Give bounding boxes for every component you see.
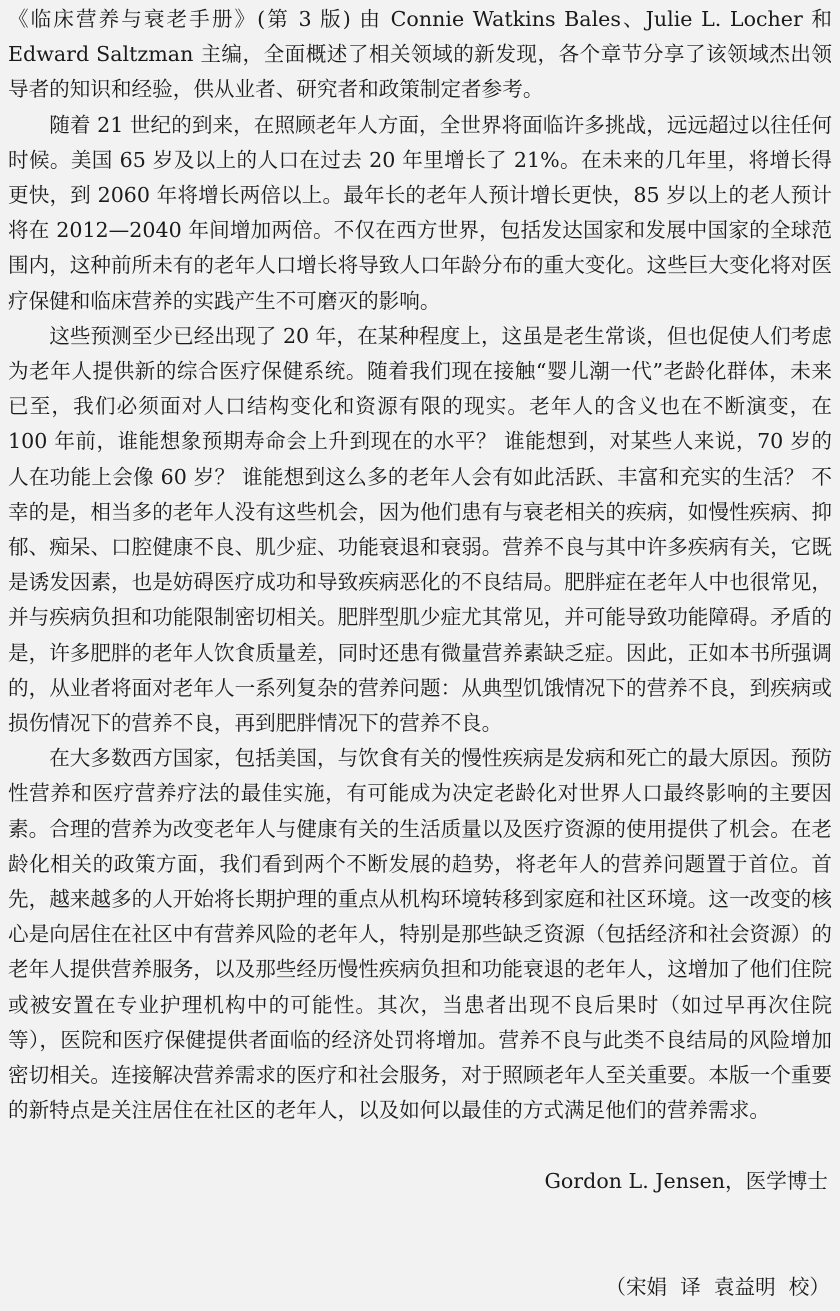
preface-body (8, 2, 832, 1129)
paragraph-3: 这些预测至少已经出现了 20 年，在某种程度上，这虽是老生常谈，但也促使人们考虑为老年人提供新的综合医疗保健系统。随着我们现在接触“婴儿潮一代”老龄化群体，未来已至，我们必须面对人口结构变化和资源有限的现实。老年人的含义也在不断演变，在 100 年前，谁能想象预期寿命会上升到现在的水平？ 谁能想到，对某些人来说，70 岁的人在功能上会像 60 岁？ 谁能想到这么多的老年人会有如此活跃、丰富和充实的生活？ 不幸的是，相当多的老年人没有这些机会，因为他们患有与衰老相关的疾病，如慢性疾病、抑郁、痴呆、口腔健康不良、肌少症、功能衰退和衰弱。营养不良与其中许多疾病有关，它既是诱发因素，也是妨碍医疗成功和导致疾病恶化的不良结局。肥胖症在老年人中也很常见，并与疾病负担和功能限制密切相关。肥胖型肌少症尤其常见，并可能导致功能障碍。矛盾的是，许多肥胖的老年人饮食质量差，同时还患有微量营养素缺乏症。因此，正如本书所强调的，从业者将面对老年人一系列复杂的营养问题：从典型饥饿情况下的营养不良，到疾病或损伤情况下的营养不良，再到肥胖情况下的营养不良。 (8, 323, 832, 736)
paragraph-1: 《临床营养与衰老手册》(第 3 版) 由 Connie Watkins Bales、Julie L. Locher 和 Edward Saltzman 主编，全面概述了相关领域的新发现，各个章节分享了该领域杰出领导者的知识和经验，供从业者、研究者和政策制定者参考。 (8, 7, 832, 102)
author-signature: Gordon L. Jensen，医学博士 (544, 1169, 828, 1193)
paragraph-2: 随着 21 世纪的到来，在照顾老年人方面，全世界将面临许多挑战，远远超过以往任何时候。美国 65 岁及以上的人口在过去 20 年里增长了 21%。在未来的几年里，将增长得更快，到 2060 年将增长两倍以上。最年长的老年人预计增长更快，85 岁以上的老人预计将在 2012—2040 年间增加两倍。不仅在西方世界，包括发达国家和发展中国家的全球范围内，这种前所未有的老年人口增长将导致人口年龄分布的重大变化。这些巨大变化将对医疗保健和临床营养的实践产生不可磨灭的影响。 (8, 112, 832, 313)
paragraph-4: 在大多数西方国家，包括美国，与饮食有关的慢性疾病是发病和死亡的最大原因。预防性营养和医疗营养疗法的最佳实施，有可能成为决定老龄化对世界人口最终影响的主要因素。合理的营养为改变老年人与健康有关的生活质量以及医疗资源的使用提供了机会。在老龄化相关的政策方面，我们看到两个不断发展的趋势，将老年人的营养问题置于首位。首先，越来越多的人开始将长期护理的重点从机构环境转移到家庭和社区环境。这一改变的核心是向居住在社区中有营养风险的老年人，特别是那些缺乏资源（包括经济和社会资源）的老年人提供营养服务，以及那些经历慢性疾病负担和功能衰退的老年人，这增加了他们住院或被安置在专业护理机构中的可能性。其次，当患者出现不良后果时（如过早再次住院等），医院和医疗保健提供者面临的经济处罚将增加。营养不良与此类不良结局的风险增加密切相关。连接解决营养需求的医疗和社会服务，对于照顾老年人至关重要。本版一个重要的新特点是关注居住在社区的老年人，以及如何以最佳的方式满足他们的营养需求。 (8, 746, 832, 1123)
translation-credit: （宋娟 译 袁益明 校） (605, 1275, 830, 1299)
